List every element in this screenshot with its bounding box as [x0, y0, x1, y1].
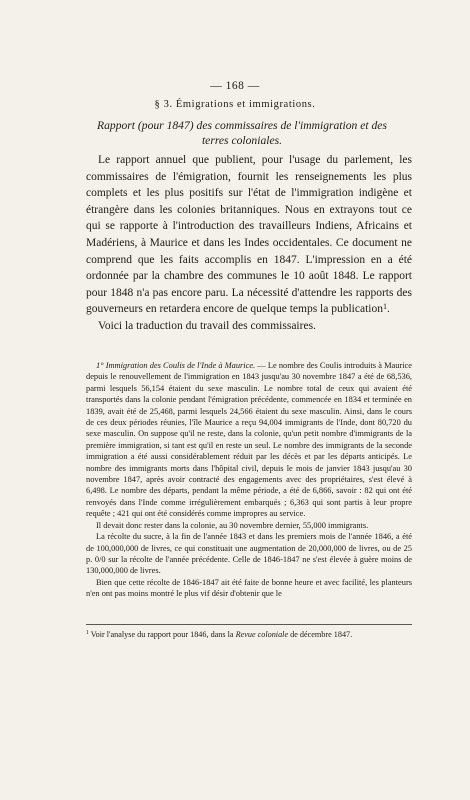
page-number: — 168 — — [210, 80, 260, 92]
report-title: Rapport (pour 1847) des commissaires de l'immigration et des terres coloniales. — [97, 119, 387, 147]
footnote-marker: 1 — [86, 630, 89, 636]
body-text — [86, 360, 412, 600]
body-paragraph-text: — Le nombre des Coulis introduits à Maurice depuis le renouvellement de l'immigration en 1843 jusqu'au 30 novembre 1847 a été de 68,536, parmi lesquels 56,154 étaient du sexe masculin. Le nombre total de ceux qui avaient été transportés dans la colonie pendant l'émigration précédente, commencée en 1834 et terminée en 1839, avait été de 25,468, parmi lesquels 24,566 étaient du sexe masculin. Ainsi, dans le cours de ces deux périodes réunies, l'île Maurice a reçu 94,004 immigrants de l'Inde, dont 80,720 du sexe masculin. On suppose qu'il ne reste, dans la colonie, qu'un petit nombre d'immigrants de la première immigration, si tant est qu'il en reste un seul. Le nombre des immigrants de la seconde immigration a été aussi considérablement réduit par les décès et par les départs anticipés. Le nombre des immigrants morts dans l'hôpital civil, depuis le mois de janvier 1843 jusqu'au 30 novembre 1847, après avoir contracté des engagements avec des propriétaires, s'est élevé à 6,498. Le nombre des départs, pendant la même période, a été de 6,866, savoir : 82 qui ont été renvoyés dans l'Inde comme irrégulièrement embarqués ; 6,363 qui sont partis à leur propre requête ; 421 qui ont été considérés comme impropres au service. — [86, 361, 412, 519]
footnote-text-end: de décembre 1847. — [288, 630, 353, 639]
intro-paragraph-text: Le rapport annuel que publient, pour l'usage du parlement, les commissaires de l'émigration, fournit les renseignements les plus complets et les plus positifs sur l'état de l'immigration indigène et étrangère dans les colonies britanniques. Nous en extrayons tout ce qui se rapporte à l'introduction des travailleurs Indiens, Africains et Madériens, à Maurice et dans les Indes occidentales. Ce document ne comprend que les faits accomplis en 1847. L'impression en a été ordonnée par la chambre des communes le 10 août 1848. Le rapport pour 1848 n'a pas encore paru. La nécessité d'attendre les rapports des gouverneurs en retardera encore de quelque temps la publication — [86, 154, 412, 316]
footnote-reference: 1 — [382, 302, 387, 312]
subsection-title: 1° Immigration des Coulis de l'Inde à Maurice. — [96, 361, 256, 370]
body-paragraph: La récolte du sucre, à la fin de l'année 1843 et dans les premiers mois de l'année 1846, a été de 100,000,000 de livres, ce qui constituait une augmentation de 20,000,000 de livres, ou de 25 p. 0/0 sur la récolte de l'année précédente. Celle de 1846-1847 ne s'est élevée à guère moins de 130,000,000 de livres. — [86, 532, 412, 576]
body-paragraph: Il devait donc rester dans la colonie, au 30 novembre dernier, 55,000 immigrants. — [96, 520, 369, 530]
intro-text — [86, 152, 412, 335]
body-paragraph — [86, 360, 412, 520]
footnote-divider — [86, 624, 412, 625]
intro-paragraph: Le rapport annuel que publient, pour l'usage du parlement, les commissaires de l'émigration, fournit les renseignements les plus complets et les plus positifs sur l'état de l'immigration indigène et étrangère dans les colonies britanniques. Nous en extrayons tout ce qui se rapporte à l'introduction des travailleurs Indiens, Africains et Madériens, à Maurice et dans les Indes occidentales. Ce document ne comprend que les faits accomplis en 1847. L'impression en a été ordonnée par la chambre des communes le 10 août 1848. Le rapport pour 1848 n'a pas encore paru. La nécessité d'attendre les rapports des gouverneurs en retardera encore de quelque temps la publication$^1$. — [86, 154, 412, 316]
intro-paragraph: Voici la traduction du travail des commissaires. — [98, 319, 316, 332]
section-title: § 3. Émigrations et immigrations. — [154, 99, 316, 110]
footnote-journal-title: Revue coloniale — [235, 630, 289, 639]
footnote — [86, 629, 412, 640]
body-paragraph: Bien que cette récolte de 1846-1847 ait été faite de bonne heure et avec facilité, les planteurs n'en ont pas moins montré le plus vif désir d'obtenir que le — [86, 577, 412, 599]
footnote-text: Voir l'analyse du rapport pour 1846, dans la — [88, 630, 236, 639]
